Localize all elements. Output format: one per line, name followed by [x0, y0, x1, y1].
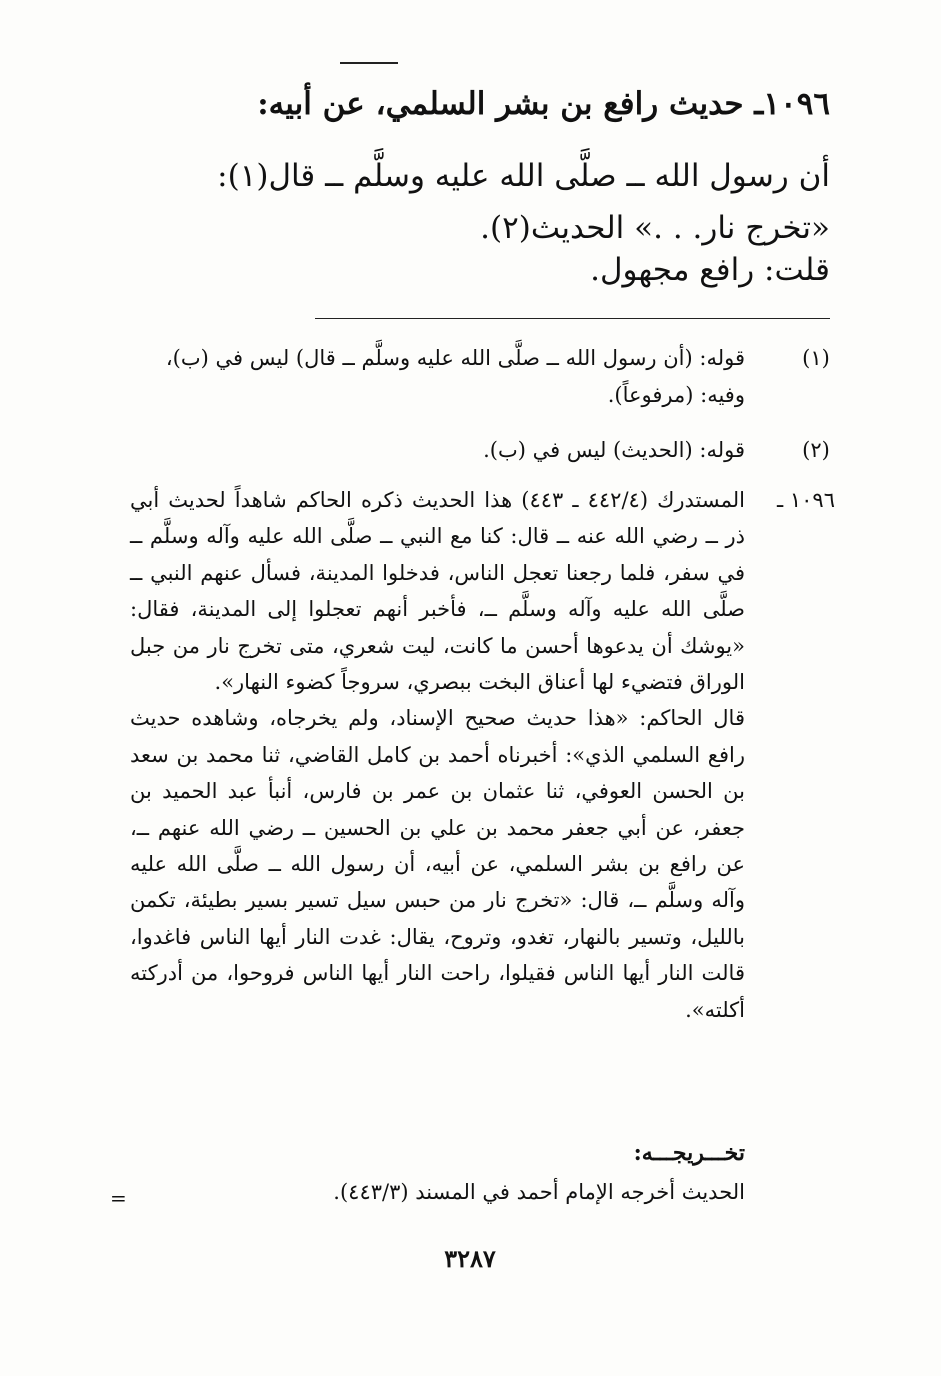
footnote-2 — [130, 432, 835, 469]
hadith-note: قلت: رافع مجهول. — [590, 252, 830, 288]
hadith-text: أن رسول الله ــ صلَّى الله عليه وسلَّم ــ قال(١): «تخرج نار. . .» الحديث(٢). — [217, 158, 830, 246]
top-rule — [340, 62, 398, 64]
commentary — [130, 482, 835, 1028]
hadith-number: ١٠٩٦ — [763, 86, 830, 122]
takhrij-text: الحديث أخرجه الإمام أحمد في المسند (٤٤٣/٣). — [333, 1180, 745, 1204]
continuation-mark: = — [110, 1186, 127, 1210]
commentary-mark: ١٠٩٦ ـ — [777, 488, 835, 512]
footnote-separator — [315, 318, 830, 319]
footnote-mark: (١) — [802, 346, 830, 370]
page-number: ٣٢٨٧ — [444, 1244, 496, 1273]
commentary-paragraph: المستدرك (٤٤٢/٤ ـ ٤٤٣) هذا الحديث ذكره الحاكم شاهداً لحديث أبي ذر ــ رضي الله عنه ــ قال: كنا مع النبي ــ صلَّى الله عليه وآله وسلَّم ــ في سفر، فلما رجعنا تعجل الناس، فدخلوا المدينة، فسأل عنهم النبي ــ صلَّى الله عليه وآله وسلَّم ــ، فأخبر أنهم تعجلوا إلى المدينة، فقال: «يوشك أن يدعوها أحسن ما كانت، ليت شعري، متى تخرج نار من جبل الوراق فتضيء لها أعناق البخت ببصري، سروجاً كضوء النهار». — [130, 488, 745, 695]
commentary-body — [130, 482, 745, 1028]
hadith-title: ـ حديث رافع بن بشر السلمي، عن أبيه: — [257, 86, 764, 122]
commentary-paragraph: قال الحاكم: «هذا حديث صحيح الإسناد، ولم يخرجاه، وشاهده حديث رافع السلمي الذي»: أخبرناه أحمد بن كامل القاضي، ثنا محمد بن سعد بن الحسن العوفي، ثنا عثمان بن عمر بن فارس، أنبأ عبد الحميد بن جعفر، عن أبي جعفر محمد بن علي بن الحسين ــ رضي الله عنهم ــ، عن رافع بن بشر السلمي، عن أبيه، أن رسول الله ــ صلَّى الله عليه وآله وسلَّم ــ، قال: «تخرج نار من حبس سيل تسير بسير بطيئة، تكمن بالليل، وتسير بالنهار، تغدو، وتروح، يقال: غدت النار أيها الناس فاغدوا، قالت النار أيها الناس فقيلوا، راحت النار أيها الناس فروحوا، من أدركته أكلته». — [130, 706, 745, 1022]
footnote-mark: (٢) — [802, 438, 830, 462]
footnote-text: قوله: (الحديث) ليس في (ب). — [483, 438, 745, 462]
hadith-heading — [130, 86, 830, 122]
footnote-text: قوله: (أن رسول الله ــ صلَّى الله عليه وسلَّم ــ قال) ليس في (ب)، وفيه: (مرفوعاً). — [165, 346, 745, 407]
takhrij-heading: تخـــريجـــه: — [633, 1140, 745, 1166]
footnote-1 — [130, 340, 835, 414]
